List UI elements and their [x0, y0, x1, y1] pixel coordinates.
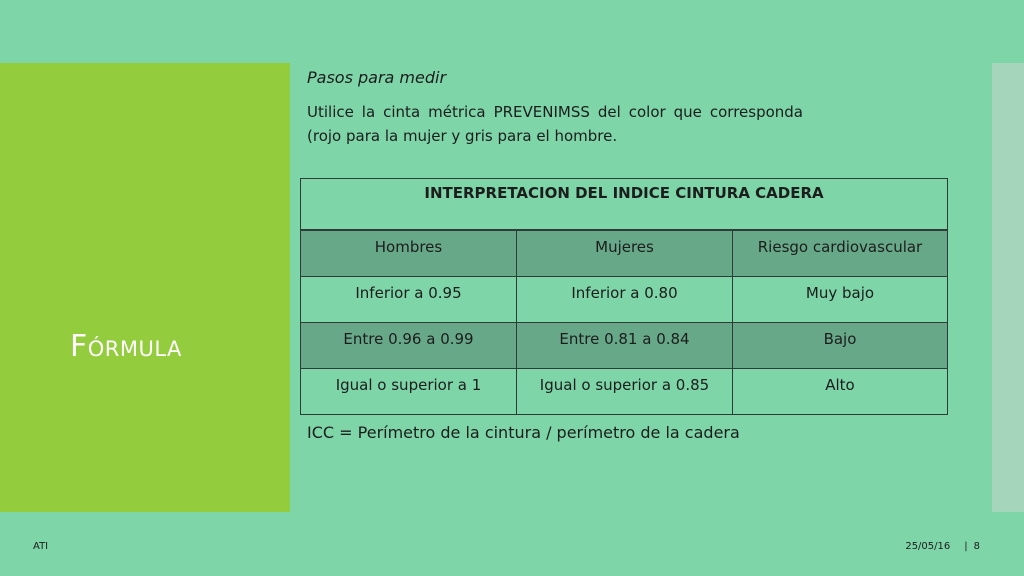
table-cell: Inferior a 0.95	[301, 277, 517, 323]
page-number: 8	[973, 541, 980, 552]
title-panel	[0, 63, 290, 512]
slide-title-text: Fórmula	[70, 329, 182, 364]
instructions-text: Utilice la cinta métrica PREVENIMSS del color que corresponda (rojo para la mujer y gris para el hombre.	[307, 103, 803, 145]
table-row	[301, 369, 948, 415]
column-header-riesgo: Riesgo cardiovascular	[733, 230, 948, 277]
table-header: INTERPRETACION DEL INDICE CINTURA CADERA	[301, 179, 948, 231]
column-header-mujeres: Mujeres	[517, 230, 733, 277]
table-cell: Igual o superior a 0.85	[517, 369, 733, 415]
table-column-headers	[301, 230, 948, 277]
slide-title	[70, 329, 182, 364]
table-cell: Igual o superior a 1	[301, 369, 517, 415]
table-cell: Alto	[733, 369, 948, 415]
footer-info	[905, 541, 980, 552]
footer-date: 25/05/16	[905, 541, 951, 552]
table-cell: Muy bajo	[733, 277, 948, 323]
footer-separator: |	[964, 541, 968, 552]
table-row	[301, 323, 948, 369]
icc-formula: ICC = Perímetro de la cintura / perímetro de la cadera	[307, 423, 740, 442]
subtitle: Pasos para medir	[307, 68, 447, 87]
table-cell: Entre 0.96 a 0.99	[301, 323, 517, 369]
table-header-row	[301, 179, 948, 231]
table-cell: Inferior a 0.80	[517, 277, 733, 323]
table-cell: Bajo	[733, 323, 948, 369]
right-accent-strip	[992, 63, 1024, 512]
table-row	[301, 277, 948, 323]
column-header-hombres: Hombres	[301, 230, 517, 277]
footer-label: ATI	[33, 541, 49, 552]
table-cell: Entre 0.81 a 0.84	[517, 323, 733, 369]
icc-interpretation-table	[300, 178, 948, 415]
